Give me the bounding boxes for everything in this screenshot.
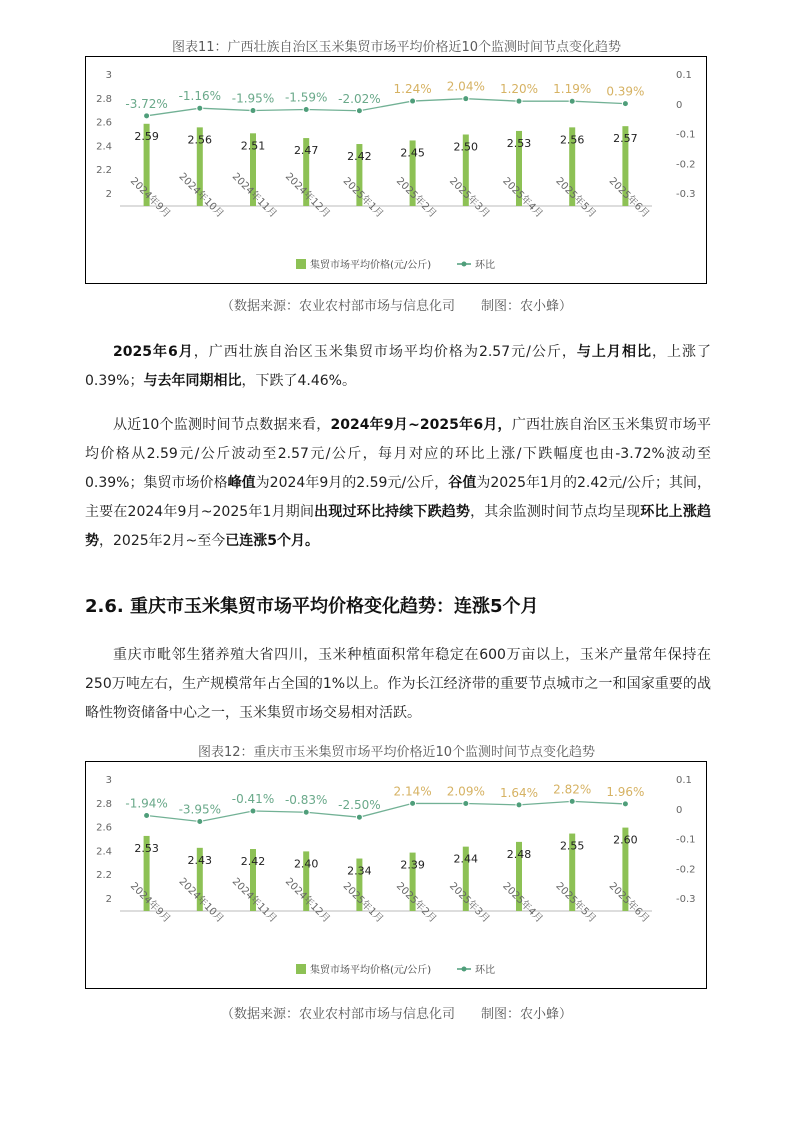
bar-data-label: 2.51: [240, 139, 266, 153]
line-data-label: 2.14%: [393, 784, 432, 799]
line-point: [250, 808, 256, 814]
para1-text-a: ，广西壮族自治区玉米集贸市场平均价格为2.57元/公斤，: [193, 344, 577, 360]
line-point: [463, 96, 469, 102]
legend-swatch-price: [296, 964, 306, 974]
para2-text-e: ，其余监测时间节点均呈现: [470, 504, 641, 520]
para2-range: 2024年9月~2025年6月，: [330, 417, 512, 433]
category-tick-label: 2025年3月: [447, 880, 492, 926]
line-point: [144, 813, 150, 819]
bar-data-label: 2.59: [134, 129, 159, 143]
right-axis-tick-label: 0.1: [676, 70, 692, 81]
line-point: [569, 798, 575, 804]
left-axis-tick-label: 2.6: [96, 117, 112, 129]
bar-data-label: 2.57: [613, 132, 638, 146]
bar-data-label: 2.40: [293, 857, 319, 871]
para2-peak: 峰值: [227, 475, 256, 491]
right-axis-tick-label: -0.3: [676, 189, 696, 200]
left-axis-tick-label: 3: [105, 775, 112, 786]
bar-data-label: 2.43: [187, 853, 213, 867]
line-point: [356, 108, 362, 114]
para1-mom: 与上月相比: [576, 344, 652, 360]
line-data-label: -1.94%: [125, 796, 168, 811]
category-tick-label: 2024年12月: [282, 876, 332, 926]
line-data-label: 1.64%: [499, 785, 539, 800]
right-axis-tick-label: -0.1: [676, 129, 696, 141]
category-tick-label: 2025年4月: [500, 175, 545, 221]
line-data-label: -0.83%: [284, 793, 328, 808]
category-tick-label: 2025年5月: [553, 880, 598, 926]
line-data-label: 2.82%: [553, 782, 592, 797]
paragraph-chongqing-intro: 重庆市毗邻生猪养殖大省四川，玉米种植面积常年稳定在600万亩以上，玉米产量常年保持在250万吨左右，生产规模常年占全国的1%以上。作为长江经济带的重要节点城市之一和国家重要的战略性物资储备中心之一，玉米集贸市场交易相对活跃。: [85, 647, 711, 721]
bar-data-label: 2.48: [506, 847, 532, 861]
right-axis-tick-label: -0.2: [676, 159, 696, 171]
category-tick-label: 2025年4月: [500, 880, 545, 926]
bar-data-label: 2.34: [347, 864, 372, 878]
category-tick-label: 2025年6月: [606, 175, 652, 221]
line-data-label: 2.09%: [446, 784, 485, 799]
legend-label-price: 集贸市场平均价格(元/公斤): [310, 965, 432, 976]
line-data-label: 0.39%: [606, 84, 645, 99]
bar-data-label: 2.55: [559, 839, 585, 853]
left-axis-tick-label: 2.4: [96, 846, 112, 858]
chart-11: [85, 56, 707, 284]
legend-point-mom: [462, 262, 467, 267]
left-axis-tick-label: 2.2: [96, 165, 112, 177]
right-axis-tick-label: -0.1: [676, 834, 696, 846]
line-point: [303, 106, 309, 112]
line-data-label: -1.95%: [231, 91, 275, 106]
line-data-label: -1.59%: [284, 90, 328, 105]
para2-text-d: 为2025年1月的2.42元/公斤；其间，主要在2024年9月~2025年1月期间: [85, 475, 712, 520]
category-tick-label: 2025年2月: [393, 880, 439, 926]
category-tick-label: 2024年11月: [229, 876, 279, 926]
para2-text-b: 广西壮族自治区玉米集贸市场平均价格从2.59元/公斤波动至2.57元/公斤，每月对应的环比上涨/下跌幅度也由-3.72%波动至0.39%；集贸市场价格: [85, 417, 711, 491]
category-tick-label: 2025年6月: [606, 880, 652, 926]
paragraph-guangxi-trend: [85, 411, 711, 556]
line-point: [197, 819, 203, 825]
line-point: [569, 98, 575, 104]
para2-text-c: 为2024年9月的2.59元/公斤，: [255, 475, 449, 491]
line-point: [197, 105, 203, 111]
category-tick-label: 2025年5月: [553, 175, 598, 221]
para1-yoy: 与去年同期相比: [143, 373, 242, 389]
left-axis-tick-label: 2.4: [96, 141, 112, 153]
bar-data-label: 2.56: [559, 133, 585, 147]
bar-data-label: 2.47: [293, 144, 319, 158]
bar-data-label: 2.42: [240, 855, 266, 869]
right-axis-tick-label: 0.1: [676, 775, 692, 786]
para2-streak: 已连涨5个月。: [225, 533, 320, 549]
line-data-label: 1.24%: [393, 82, 432, 97]
line-data-label: -0.41%: [231, 791, 275, 806]
right-axis-tick-label: 0: [676, 804, 683, 816]
chart-11-svg: [86, 57, 706, 283]
legend-point-mom: [462, 967, 467, 972]
line-data-label: 1.19%: [553, 82, 592, 97]
chart-12-title: 图表12：重庆市玉米集贸市场平均价格近10个监测时间节点变化趋势: [197, 745, 596, 760]
category-tick-label: 2025年1月: [340, 880, 386, 926]
bar-data-label: 2.60: [613, 833, 638, 847]
line-point: [303, 809, 309, 815]
line-data-label: -3.72%: [125, 96, 168, 111]
left-axis-tick-label: 3: [105, 70, 112, 81]
line-point: [410, 800, 416, 806]
line-data-label: 1.96%: [606, 784, 645, 799]
left-axis-tick-label: 2: [105, 894, 112, 905]
line-data-label: -2.50%: [338, 798, 381, 813]
legend-swatch-price: [296, 259, 306, 269]
line-data-label: -3.95%: [178, 802, 222, 817]
chart-11-title: 图表11：广西壮族自治区玉米集贸市场平均价格近10个监测时间节点变化趋势: [171, 40, 622, 55]
paragraph-guangxi-june: [85, 338, 711, 396]
legend-label-mom: 环比: [475, 965, 495, 976]
line-point: [410, 98, 416, 104]
left-axis-tick-label: 2.6: [96, 822, 112, 834]
bar-data-label: 2.44: [453, 852, 479, 866]
category-tick-label: 2024年10月: [176, 876, 226, 926]
left-axis-tick-label: 2: [105, 189, 112, 200]
left-axis-tick-label: 2.2: [96, 870, 112, 882]
legend-label-price: 集贸市场平均价格(元/公斤): [310, 260, 432, 271]
category-tick-label: 2025年2月: [393, 175, 439, 221]
line-point: [516, 802, 522, 808]
category-tick-label: 2025年3月: [447, 175, 492, 221]
left-axis-tick-label: 2.8: [96, 93, 112, 105]
para2-text-a: 从近10个监测时间节点数据来看，: [113, 417, 331, 433]
bar-data-label: 2.42: [347, 150, 372, 164]
category-tick-label: 2024年11月: [229, 171, 279, 221]
line-data-label: 1.20%: [499, 82, 539, 97]
chart-11-source: （数据来源：农业农村部市场与信息化司 制图：农小蜂）: [220, 299, 572, 314]
chart-12-source: （数据来源：农业农村部市场与信息化司 制图：农小蜂）: [220, 1007, 572, 1022]
line-point: [622, 801, 628, 807]
line-point: [516, 98, 522, 104]
para1-date: 2025年6月: [113, 344, 194, 360]
para2-text-f: ，2025年2月~至今: [99, 533, 226, 549]
line-data-label: 2.04%: [446, 79, 485, 94]
legend-label-mom: 环比: [475, 260, 495, 271]
para2-rise: 环比上涨趋势: [85, 504, 711, 549]
para1-text-c: ，下跌了4.46%。: [241, 373, 356, 389]
bar-data-label: 2.39: [400, 858, 425, 872]
right-axis-tick-label: 0: [676, 99, 683, 111]
para1-text-b: ，上涨了0.39%；: [85, 344, 712, 389]
bar-data-label: 2.53: [506, 136, 532, 150]
category-tick-label: 2025年1月: [340, 175, 386, 221]
category-tick-label: 2024年9月: [127, 175, 173, 221]
line-point: [356, 814, 362, 820]
bar-data-label: 2.50: [453, 140, 479, 154]
bar-data-label: 2.56: [187, 133, 213, 147]
chart-12-svg: [86, 762, 706, 988]
para2-decline: 出现过环比持续下跌趋势: [314, 504, 471, 520]
right-axis-tick-label: -0.3: [676, 894, 696, 905]
category-tick-label: 2024年12月: [282, 171, 332, 221]
left-axis-tick-label: 2.8: [96, 798, 112, 810]
bar-data-label: 2.53: [134, 841, 159, 855]
line-point: [463, 801, 469, 807]
right-axis-tick-label: -0.2: [676, 864, 696, 876]
line-point: [144, 113, 150, 119]
bar-data-label: 2.45: [400, 146, 425, 160]
line-data-label: -2.02%: [338, 91, 381, 106]
category-tick-label: 2024年9月: [127, 880, 173, 926]
category-tick-label: 2024年10月: [176, 171, 226, 221]
section-heading-chongqing: 2.6. 重庆市玉米集贸市场平均价格变化趋势：连涨5个月: [85, 596, 539, 617]
line-point: [622, 101, 628, 107]
chart-12: [85, 761, 707, 989]
para2-trough: 谷值: [448, 475, 477, 491]
line-data-label: -1.16%: [178, 89, 222, 104]
line-point: [250, 108, 256, 114]
